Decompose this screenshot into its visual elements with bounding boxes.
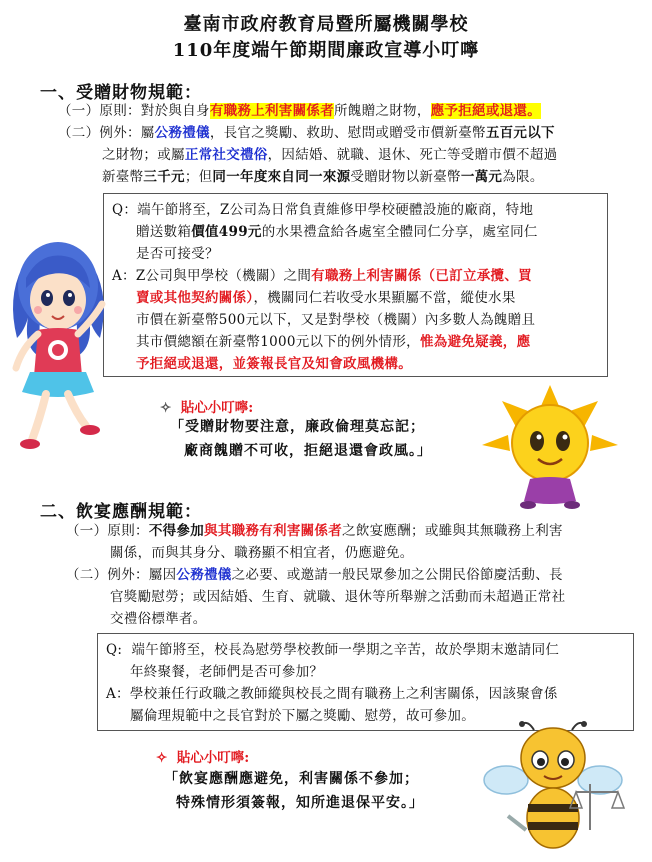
tip1-label <box>160 396 253 416</box>
text: 端午節將至，Z公司為日常負責維修甲學校硬體設施的廠商，特地 <box>137 202 534 218</box>
emphasis-text: 價值499元 <box>191 224 262 240</box>
section2-answer-line2: 屬倫理規範中之長官對於下屬之獎勵、慰勞，故可參加。 <box>130 708 475 724</box>
emphasis-text: 不得參加 <box>148 523 205 539</box>
emphasis-text: 惟為避免疑義，應 <box>419 334 531 350</box>
emphasis-text: 公務禮儀 <box>154 125 210 141</box>
highlight-text: 應予拒絕或退還。 <box>430 103 542 119</box>
q-label: Q： <box>112 202 138 218</box>
text: 原則：對於與自身 <box>99 103 210 119</box>
sparkle-icon: ✧ <box>156 750 168 766</box>
section1-question-line2 <box>136 221 538 243</box>
tip-title: 貼心小叮嚀: <box>180 400 254 416</box>
text: ，機關同仁若收受水果顯屬不當，縱使水果 <box>253 290 516 306</box>
emphasis-text: 同一年度來自同一來源 <box>212 169 351 185</box>
section2-principle-line2: 關係，而與其身分、職務顯不相宜者，仍應避免。 <box>110 545 414 561</box>
section1-principle <box>58 100 541 122</box>
text: 之必要、或邀請一般民眾參加之公開民俗節慶活動、長 <box>231 567 563 583</box>
a-label: A： <box>112 268 136 284</box>
q-label: Q: <box>106 642 123 658</box>
text: 例外：屬 <box>99 125 155 141</box>
text: 端午節將至，校長為慰勞學校教師一學期之辛苦，故於學期末邀請同仁 <box>131 642 560 658</box>
item-number: （二） <box>66 567 108 583</box>
section2-question <box>106 639 559 661</box>
tip2-quote-line1: 「飲宴應酬應避免，利害關係不參加； <box>164 771 419 787</box>
section1-heading: 一、受贈財物規範： <box>40 83 202 103</box>
section1-exception-line1 <box>58 122 555 144</box>
emphasis-text: 五百元以下 <box>485 125 555 141</box>
tip2-label <box>156 746 249 766</box>
emphasis-text: 正常社交禮俗 <box>184 147 268 163</box>
emphasis-text: 與其職務有利害關係者 <box>204 523 343 539</box>
item-number: （二） <box>58 125 100 141</box>
tip2-quote-line2: 特殊情形須簽報，知所進退保平安。」 <box>176 795 424 811</box>
emphasis-text: 一萬元 <box>460 169 503 185</box>
tip-title: 貼心小叮嚀: <box>176 750 250 766</box>
section1-answer-line5: 予拒絕或退還，並簽報長官及知會政風機構。 <box>136 356 412 372</box>
text: ；但 <box>184 169 213 185</box>
section2-exception-line2: 官獎勵慰勞；或因結婚、生育、就職、退休等所舉辦之活動而未超過正常社 <box>110 589 566 605</box>
section1-exception-line2 <box>102 144 557 166</box>
text: 原則： <box>107 523 149 539</box>
tip1-quote-line1: 「受贈財物要注意，廉政倫理莫忘記； <box>170 419 425 435</box>
section1-answer-line3: 市價在新臺幣500元以下，又是對學校（機關）內多數人為餽贈且 <box>136 312 536 328</box>
a-label: A： <box>106 686 130 702</box>
section1-question-line3: 是否可接受？ <box>136 246 219 262</box>
section2-question-line2: 年終聚餐，老師們是否可參加？ <box>130 664 324 680</box>
emphasis-text: 公務禮儀 <box>176 567 232 583</box>
section2-answer <box>106 683 558 705</box>
section2-heading: 二、飲宴應酬規範： <box>40 502 202 522</box>
text: 學校兼任行政職之教師縱與校長之間有職務上之利害關係，因該聚會係 <box>129 686 558 702</box>
emphasis-text: 有職務上利害關係（已訂立承攬、買 <box>311 268 532 284</box>
text: 受贈財物以新臺幣 <box>350 169 461 185</box>
page-title-line2: 110年度端午節期間廉政宣導小叮嚀 <box>172 40 480 61</box>
text: 新臺幣 <box>102 169 144 185</box>
emphasis-text: 三千元 <box>143 169 185 185</box>
text: 所餽贈之財物， <box>334 103 431 119</box>
girl-mascot-illustration <box>2 208 114 453</box>
section1-answer-line4 <box>136 331 530 353</box>
text: ，長官之獎勵、救助、慰問或贈受市價新臺幣 <box>209 125 486 141</box>
text: ，因結婚、就職、退休、死亡等受贈市價不超過 <box>267 147 558 163</box>
text: 贈送數箱 <box>136 224 192 240</box>
bee-mascot-illustration <box>478 720 628 860</box>
sparkle-icon: ✧ <box>160 400 172 416</box>
text: 其市價總額在新臺幣1000元以下的例外情形， <box>136 334 420 350</box>
text: 例外：屬因 <box>107 567 177 583</box>
text: Z公司與甲學校（機關）之間 <box>135 268 312 284</box>
tip1-quote-line2: 廠商餽贈不可收，拒絕退還會政風。」 <box>184 443 432 459</box>
item-number: （一） <box>58 103 100 119</box>
text: 之飲宴應酬；或雖與其無職務上利害 <box>342 523 563 539</box>
section1-question <box>112 199 533 221</box>
text: 之財物；或屬 <box>102 147 185 163</box>
section1-exception-line3 <box>102 166 544 188</box>
item-number: （一） <box>66 523 108 539</box>
page-title-line1: 臺南市政府教育局暨所屬機關學校 <box>183 14 469 35</box>
emphasis-text: 賣或其他契約關係） <box>136 290 254 306</box>
highlight-text: 有職務上利害關係者 <box>209 103 335 119</box>
section1-answer <box>112 265 532 287</box>
section2-exception <box>66 564 563 586</box>
sun-mascot-illustration <box>480 385 620 510</box>
text: 的水果禮盒給各處室全體同仁分享，處室同仁 <box>261 224 538 240</box>
section1-answer-line2 <box>136 287 516 309</box>
section2-exception-line3: 交禮俗標準者。 <box>110 611 207 627</box>
text: 為限。 <box>502 169 544 185</box>
section2-principle <box>66 520 563 542</box>
